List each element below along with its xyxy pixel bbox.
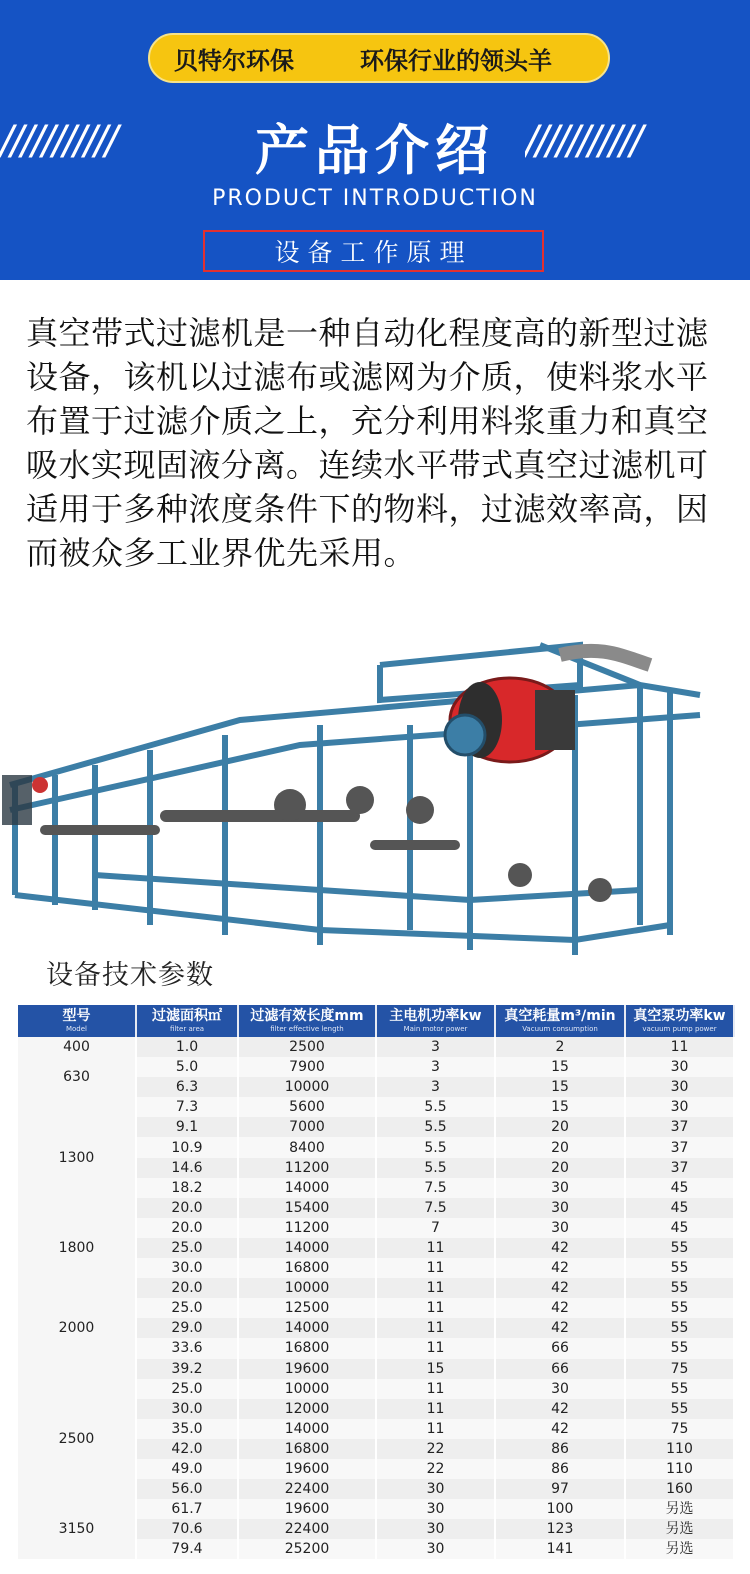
table-cell: 5600 [238,1097,376,1117]
table-cell: 19600 [238,1359,376,1379]
table-cell: 2 [495,1037,625,1057]
table-row [18,1218,734,1238]
header-effective-length: 过滤有效长度mm filter effective length [238,1005,376,1037]
table-cell: 2500 [238,1037,376,1057]
table-cell: 30 [495,1198,625,1218]
table-cell: 30 [495,1178,625,1198]
table-row [18,1499,734,1519]
model-cell: 3150 [18,1499,136,1559]
table-cell: 14000 [238,1178,376,1198]
table-cell: 37 [625,1158,734,1178]
table-cell: 70.6 [136,1519,238,1539]
table-cell: 42 [495,1258,625,1278]
table-cell: 100 [495,1499,625,1519]
table-cell: 16800 [238,1258,376,1278]
header-motor-power: 主电机功率kw Main motor power [376,1005,495,1037]
table-cell: 11 [376,1258,495,1278]
table-cell: 39.2 [136,1359,238,1379]
model-cell: 1800 [18,1218,136,1278]
table-cell: 12500 [238,1298,376,1318]
header-pump-power: 真空泵功率kw vacuum pump power [625,1005,734,1037]
table-cell: 15 [495,1077,625,1097]
table-cell: 55 [625,1258,734,1278]
table-cell: 8400 [238,1137,376,1157]
table-cell: 42.0 [136,1439,238,1459]
table-cell: 7 [376,1218,495,1238]
table-cell: 49.0 [136,1459,238,1479]
table-cell: 22 [376,1459,495,1479]
table-cell: 11 [376,1419,495,1439]
right-stripes: /////////// [525,118,641,164]
section-title: 设备工作原理 [203,230,544,272]
drive-motor [445,678,575,762]
table-cell: 11200 [238,1218,376,1238]
table-row [18,1057,734,1077]
table-cell: 30 [376,1539,495,1559]
table-cell: 66 [495,1338,625,1358]
table-cell: 30 [495,1218,625,1238]
table-cell: 10000 [238,1278,376,1298]
spec-table [18,1005,735,1559]
table-cell: 75 [625,1359,734,1379]
params-heading: 设备技术参数 [46,960,214,991]
table-cell: 37 [625,1117,734,1137]
page-title: 产品介绍 [255,119,495,182]
table-cell: 42 [495,1278,625,1298]
table-cell: 20.0 [136,1218,238,1238]
table-cell: 55 [625,1338,734,1358]
table-cell: 20.0 [136,1198,238,1218]
table-cell: 30 [495,1379,625,1399]
table-cell: 29.0 [136,1318,238,1338]
table-cell: 12000 [238,1399,376,1419]
table-cell: 30 [625,1077,734,1097]
left-stripes: /////////// [0,118,116,164]
model-cell: 2500 [18,1379,136,1500]
header-banner [0,0,750,280]
table-cell: 11 [376,1399,495,1419]
page-subtitle: PRODUCT INTRODUCTION [212,186,538,211]
table-cell: 30 [376,1499,495,1519]
table-cell: 25200 [238,1539,376,1559]
table-cell: 10.9 [136,1137,238,1157]
table-cell: 3 [376,1077,495,1097]
table-cell: 15 [376,1359,495,1379]
brand-name: 贝特尔环保 [174,46,294,75]
slogan-text: 环保行业的领头羊 [360,46,552,75]
table-cell: 160 [625,1479,734,1499]
table-cell: 1.0 [136,1037,238,1057]
table-cell: 66 [495,1359,625,1379]
table-cell: 30.0 [136,1258,238,1278]
table-cell: 42 [495,1318,625,1338]
table-cell: 19600 [238,1459,376,1479]
table-cell: 5.5 [376,1137,495,1157]
table-cell: 19600 [238,1499,376,1519]
table-cell: 15 [495,1097,625,1117]
table-cell: 7.5 [376,1198,495,1218]
table-cell: 45 [625,1198,734,1218]
table-row [18,1037,734,1057]
table-cell: 10000 [238,1379,376,1399]
table-cell: 45 [625,1178,734,1198]
model-cell: 1300 [18,1097,136,1218]
table-cell: 42 [495,1238,625,1258]
table-cell: 79.4 [136,1539,238,1559]
table-cell: 55 [625,1399,734,1419]
table-cell: 55 [625,1238,734,1258]
table-cell: 20 [495,1137,625,1157]
table-cell: 30 [376,1519,495,1539]
table-cell: 61.7 [136,1499,238,1519]
table-cell: 42 [495,1419,625,1439]
table-cell: 55 [625,1379,734,1399]
intro-paragraph: 真空带式过滤机是一种自动化程度高的新型过滤设备，该机以过滤布或滤网为介质，使料浆水平布置于过滤介质之上，充分利用料浆重力和真空吸水实现固液分离。连续水平带式真空过滤机可适用于多种浓度条件下的物料，过滤效率高，因而被众多工业界优先采用。 [26,314,709,572]
header-filter-area: 过滤面积㎡ filter area [136,1005,238,1037]
machine-illustration [0,625,750,955]
table-cell: 30.0 [136,1399,238,1419]
vacuum-pipe [560,651,650,665]
table-cell: 25.0 [136,1298,238,1318]
model-cell: 400 [18,1037,136,1057]
table-cell: 5.5 [376,1117,495,1137]
table-cell: 86 [495,1459,625,1479]
table-cell: 14.6 [136,1158,238,1178]
table-cell: 55 [625,1318,734,1338]
table-cell: 20.0 [136,1278,238,1298]
table-cell: 30 [625,1057,734,1077]
table-cell: 11 [376,1298,495,1318]
table-cell: 22 [376,1439,495,1459]
table-cell: 另选 [625,1499,734,1519]
table-cell: 30 [376,1479,495,1499]
table-cell: 11 [376,1318,495,1338]
table-cell: 11 [376,1379,495,1399]
table-cell: 25.0 [136,1238,238,1258]
table-cell: 14000 [238,1318,376,1338]
table-header-row [18,1005,734,1037]
table-cell: 11 [376,1278,495,1298]
spec-table-body [18,1037,734,1559]
table-cell: 141 [495,1539,625,1559]
table-cell: 7900 [238,1057,376,1077]
table-cell: 37 [625,1137,734,1157]
table-cell: 25.0 [136,1379,238,1399]
table-row [18,1379,734,1399]
table-cell: 9.1 [136,1117,238,1137]
table-cell: 75 [625,1419,734,1439]
table-cell: 110 [625,1459,734,1479]
table-cell: 16800 [238,1439,376,1459]
table-cell: 另选 [625,1539,734,1559]
table-cell: 7000 [238,1117,376,1137]
table-cell: 15400 [238,1198,376,1218]
table-cell: 10000 [238,1077,376,1097]
table-cell: 7.5 [376,1178,495,1198]
table-cell: 14000 [238,1238,376,1258]
table-row [18,1097,734,1117]
table-cell: 97 [495,1479,625,1499]
table-cell: 110 [625,1439,734,1459]
model-cell: 630 [18,1057,136,1097]
table-cell: 86 [495,1439,625,1459]
table-cell: 6.3 [136,1077,238,1097]
table-cell: 另选 [625,1519,734,1539]
table-cell: 42 [495,1298,625,1318]
table-cell: 56.0 [136,1479,238,1499]
table-cell: 5.5 [376,1097,495,1117]
table-cell: 30 [625,1097,734,1117]
table-cell: 33.6 [136,1338,238,1358]
table-cell: 5.0 [136,1057,238,1077]
table-cell: 11 [376,1338,495,1358]
table-cell: 7.3 [136,1097,238,1117]
table-cell: 20 [495,1158,625,1178]
table-cell: 18.2 [136,1178,238,1198]
title-row [0,108,750,182]
table-cell: 22400 [238,1519,376,1539]
table-cell: 20 [495,1117,625,1137]
rollers [40,786,612,902]
table-cell: 55 [625,1298,734,1318]
header-model: 型号 Model [18,1005,136,1037]
slogan-pill [148,33,610,83]
model-cell: 2000 [18,1278,136,1378]
spec-table-wrapper [18,1005,734,1559]
table-cell: 15 [495,1057,625,1077]
table-cell: 3 [376,1057,495,1077]
table-cell: 11 [376,1238,495,1258]
table-cell: 55 [625,1278,734,1298]
table-cell: 22400 [238,1479,376,1499]
table-cell: 11 [625,1037,734,1057]
table-cell: 35.0 [136,1419,238,1439]
table-cell: 5.5 [376,1158,495,1178]
header-vacuum-consumption: 真空耗量m³/min Vacuum consumption [495,1005,625,1037]
table-cell: 45 [625,1218,734,1238]
table-cell: 123 [495,1519,625,1539]
table-row [18,1278,734,1298]
table-cell: 14000 [238,1419,376,1439]
table-cell: 16800 [238,1338,376,1358]
table-cell: 3 [376,1037,495,1057]
table-cell: 42 [495,1399,625,1419]
table-cell: 11200 [238,1158,376,1178]
